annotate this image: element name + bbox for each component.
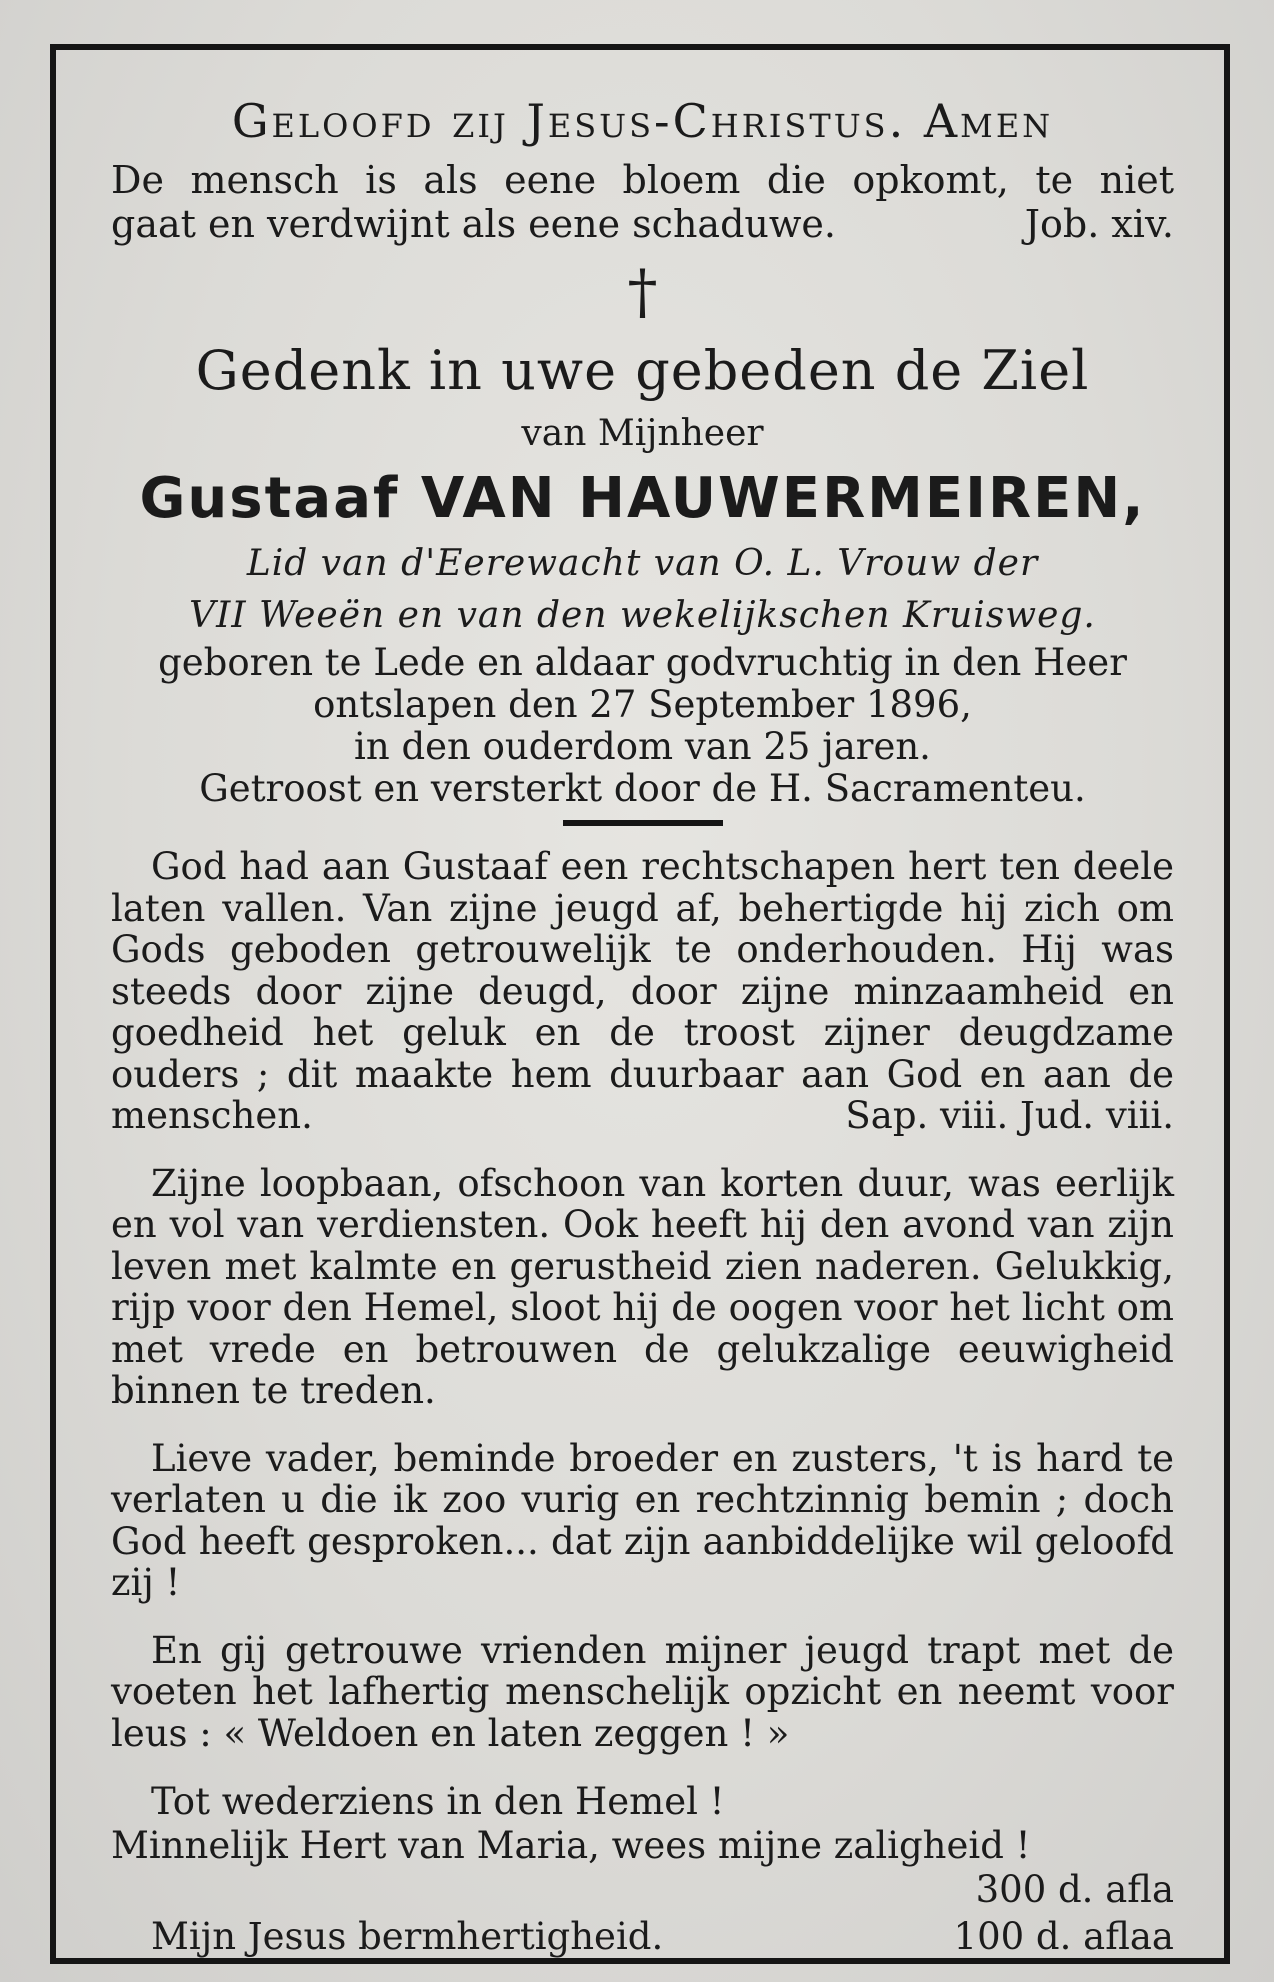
birth-line-4: Getroost en versterkt door de H. Sacramenteu. <box>199 767 1086 810</box>
honorific: van Mijnheer <box>521 413 764 454</box>
verse-reference: Job. xiv. <box>1024 202 1174 246</box>
birth-line-1: geboren te Lede en aldaar godvruchtig in den Heer <box>158 641 1127 684</box>
body-paragraph-1 <box>111 846 1174 1137</box>
closing-line-2: Minnelijk Hert van Maria, wees mijne zaligheid ! <box>111 1824 1031 1867</box>
closing-row-3 <box>111 1912 1174 1962</box>
body-paragraph-2: Zijne loopbaan, ofschoon van korten duur, was eerlijk en vol van verdiensten. Ook heeft hij den avond van zijn leven met kalmte en gerustheid zien naderen. Gelukkig, rijp voor den Hemel, sloot hij de oogen voor het licht om met vrede en betrouwen de gelukzalige eeuwigheid binnen te treden. <box>111 1161 1174 1412</box>
dedication-heading: Gedenk in uwe gebeden de Ziel <box>195 339 1090 402</box>
closing-line-1: Tot wederziens in den Hemel ! <box>151 1780 725 1823</box>
verse-line-2 <box>111 202 1174 246</box>
closing-line-3: Mijn Jesus bermhertigheid. <box>151 1915 664 1958</box>
role-line-1: Lid van d'Eerewacht van O. L. Vrouw der <box>246 543 1039 584</box>
header-title: Geloofd zij Jesus-Christus. Amen <box>231 94 1054 148</box>
paragraph-1-reference: Sap. viii. Jud. viii. <box>845 1094 1174 1137</box>
indulgence-100: 100 d. aflaa <box>953 1915 1174 1958</box>
cross-icon: † <box>627 257 658 327</box>
deceased-name: Gustaaf VAN HAUWERMEIREN, <box>139 466 1146 531</box>
birth-line-3: in den ouderdom van 25 jaren. <box>354 725 931 768</box>
paragraph-1-text: God had aan Gustaaf een rechtschapen hert ten deele laten vallen. Van zijne jeugd af, behertigde hij zich om Gods geboden getrouwelijk te onderhouden. Hij was steeds door zijne deugd, door zijne minzaamheid en goedheid het geluk en de troost zijner deugdzame ouders ; dit maakte hem duurbaar aan God en aan de menschen. <box>111 845 1174 1137</box>
birth-line-2: ontslapen den 27 September 1896, <box>313 683 972 726</box>
body-paragraph-4: En gij getrouwe vrienden mijner jeugd trapt met de voeten het lafhertig menschelijk opzicht en neemt voor leus : « Weldoen en laten zeggen ! » <box>111 1628 1174 1755</box>
divider-rule <box>563 820 723 826</box>
indulgence-300: 300 d. afla <box>975 1868 1174 1911</box>
verse-text: gaat en verdwijnt als eene schaduwe. <box>111 202 836 246</box>
verse-line-1: De mensch is als eene bloem die opkomt, te niet <box>111 158 1174 202</box>
body-paragraph-3: Lieve vader, beminde broeder en zusters, 't is hard te verlaten u die ik zoo vurig en rechtzinnig bemin ; doch God heeft gesproken... dat zijn aanbiddelijke wil geloofd zij ! <box>111 1436 1174 1604</box>
card-border <box>50 44 1230 1964</box>
role-line-2: VII Weeën en van den wekelijkschen Kruisweg. <box>189 595 1096 636</box>
